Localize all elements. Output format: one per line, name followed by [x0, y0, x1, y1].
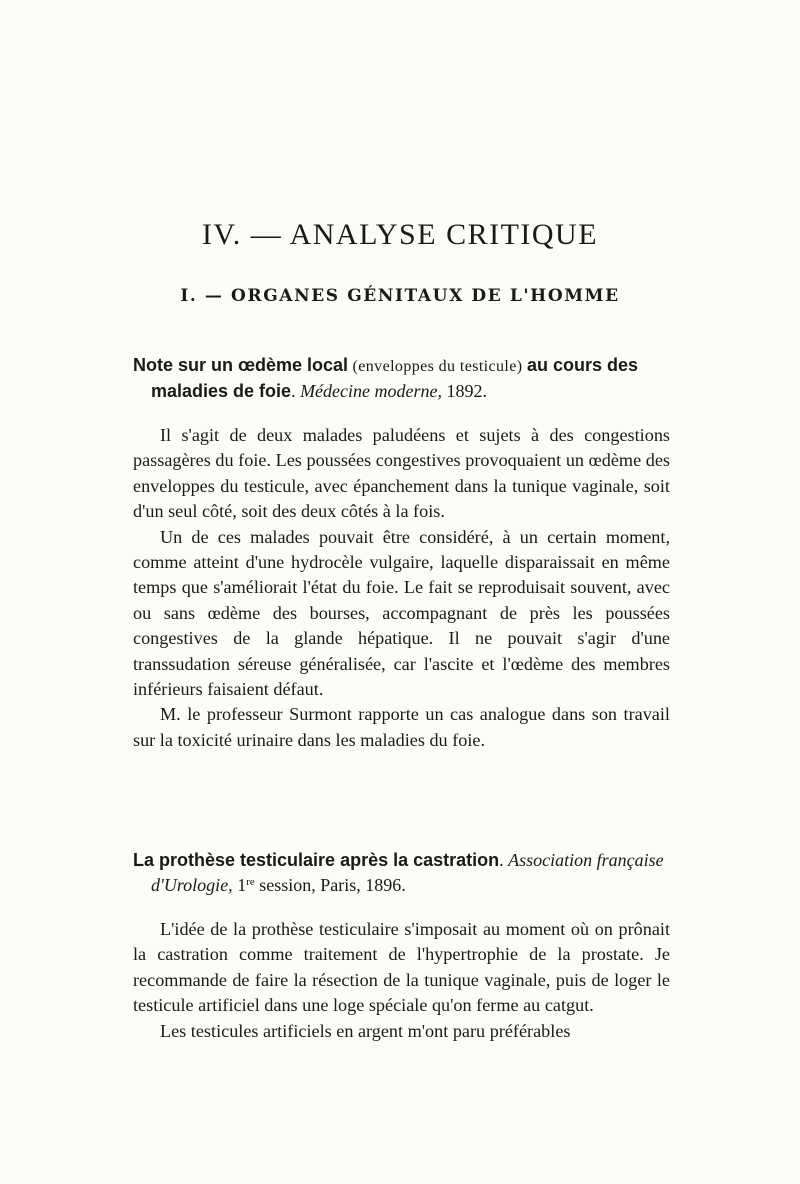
- entry-1-title-part1: Note sur un œdème local: [133, 355, 349, 375]
- entry-1-year: 1892.: [446, 381, 487, 401]
- entry-2-title: La prothèse testiculaire après la castration: [133, 850, 500, 870]
- entry-1-title-separator: .: [291, 381, 301, 401]
- entry-2-session-info: session, Paris, 1896.: [259, 875, 406, 895]
- entry-2-paragraph-1: L'idée de la prothèse testiculaire s'imposait au moment où on prônait la castration comme traitement de l'hypertrophie de la prostate. Je recommande de faire la résection de la tunique vaginale, puis de loger le testicule artificiel dans une loge spéciale qu'on ferme au catgut.: [133, 919, 670, 1016]
- entry-2-title-separator: .: [499, 850, 509, 870]
- entry-2-session-superscript: re: [246, 876, 255, 888]
- entry-1-heading: [133, 353, 670, 404]
- entry-1-title-part2: au cours des maladies de foie: [151, 355, 639, 401]
- entry-1-paragraph-3: M. le professeur Surmont rapporte un cas analogue dans son travail sur la toxicité urinaire dans les maladies du foie.: [133, 704, 670, 750]
- section-title: I. — ORGANES GÉNITAUX DE L'HOMME: [180, 286, 620, 306]
- entry-2-source: Association française d'Urologie,: [151, 850, 664, 895]
- entry-1-source: Médecine moderne,: [300, 381, 442, 401]
- entry-2-paragraph-2: Les testicules artificiels en argent m'ont paru préférables: [160, 1020, 571, 1041]
- entry-1-paragraph-1: Il s'agit de deux malades paludéens et sujets à des congestions passagères du foie. Les poussées congestives provoquaient un œdème des enveloppes du testicule, avec épanchement dans la tunique vaginale, soit d'un seul côté, soit des deux côtés à la fois.: [133, 425, 670, 522]
- entry-2-session-number: 1: [237, 875, 247, 895]
- entry-2-heading: [133, 848, 670, 898]
- entry-1-paragraph-2: Un de ces malades pouvait être considéré, à un certain moment, comme atteint d'une hydrocèle vulgaire, laquelle disparaissait en même temps que s'améliorait l'état du foie. Le fait se reproduisait souvent, avec ou sans œdème des bourses, accompagnant de près les poussées congestives de la glande hépatique. Il ne pouvait s'agir d'une transsudation séreuse généralisée, car l'ascite et l'œdème des membres inférieurs faisaient défaut.: [133, 526, 670, 700]
- entry-1-title-parenthetical: (enveloppes du testicule): [352, 358, 523, 375]
- entry-1: [133, 353, 670, 753]
- entry-2: [133, 848, 670, 1044]
- chapter-title: IV. — ANALYSE CRITIQUE: [201, 218, 599, 251]
